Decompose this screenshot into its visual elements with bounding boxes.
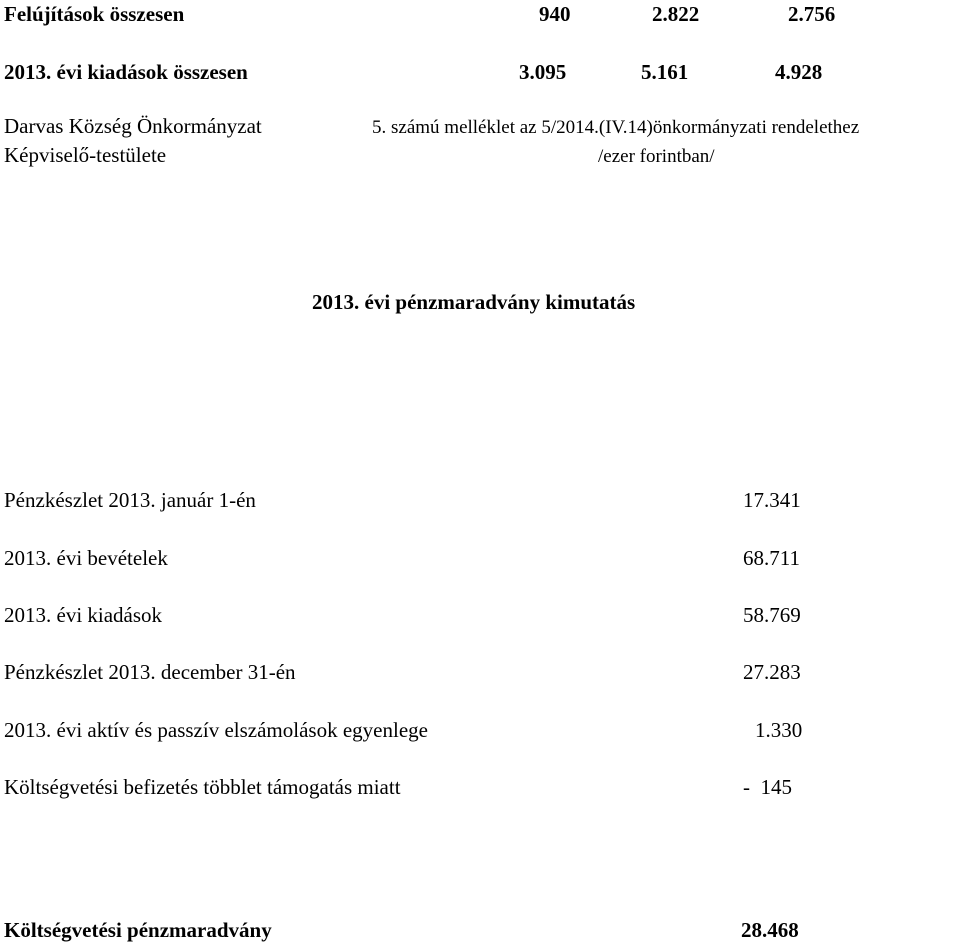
summary-value: 2.822 <box>652 2 700 26</box>
item-value: 1.330 <box>755 718 803 742</box>
item-label: 2013. évi aktív és passzív elszámolások egyenlege <box>4 718 428 742</box>
item-value: 27.283 <box>743 660 801 684</box>
unit-note: /ezer forintban/ <box>598 146 715 167</box>
attachment-note: 5. számú melléklet az 5/2014.(IV.14)önkormányzati rendelethez <box>372 117 860 138</box>
summary-value: 4.928 <box>775 60 823 84</box>
summary-value: 3.095 <box>519 60 567 84</box>
item-value: 17.341 <box>743 488 801 512</box>
summary-label: Felújítások összesen <box>4 2 185 26</box>
item-label: Pénzkészlet 2013. december 31-én <box>4 660 296 684</box>
total-value: 28.468 <box>741 918 799 942</box>
item-value: 68.711 <box>743 546 800 570</box>
item-value: 58.769 <box>743 603 801 627</box>
item-label: 2013. évi kiadások <box>4 603 163 627</box>
org-body: Képviselő-testülete <box>4 143 167 167</box>
item-value: - 145 <box>743 775 792 799</box>
item-label: Költségvetési befizetés többlet támogatás miatt <box>4 775 401 799</box>
item-label: Pénzkészlet 2013. január 1-én <box>4 488 256 512</box>
total-label: Költségvetési pénzmaradvány <box>4 918 272 942</box>
summary-value: 2.756 <box>788 2 836 26</box>
item-label: 2013. évi bevételek <box>4 546 168 570</box>
page-title: 2013. évi pénzmaradvány kimutatás <box>312 290 636 314</box>
org-name: Darvas Község Önkormányzat <box>4 114 262 138</box>
summary-label: 2013. évi kiadások összesen <box>4 60 248 84</box>
summary-value: 5.161 <box>641 60 689 84</box>
summary-value: 940 <box>539 2 571 26</box>
